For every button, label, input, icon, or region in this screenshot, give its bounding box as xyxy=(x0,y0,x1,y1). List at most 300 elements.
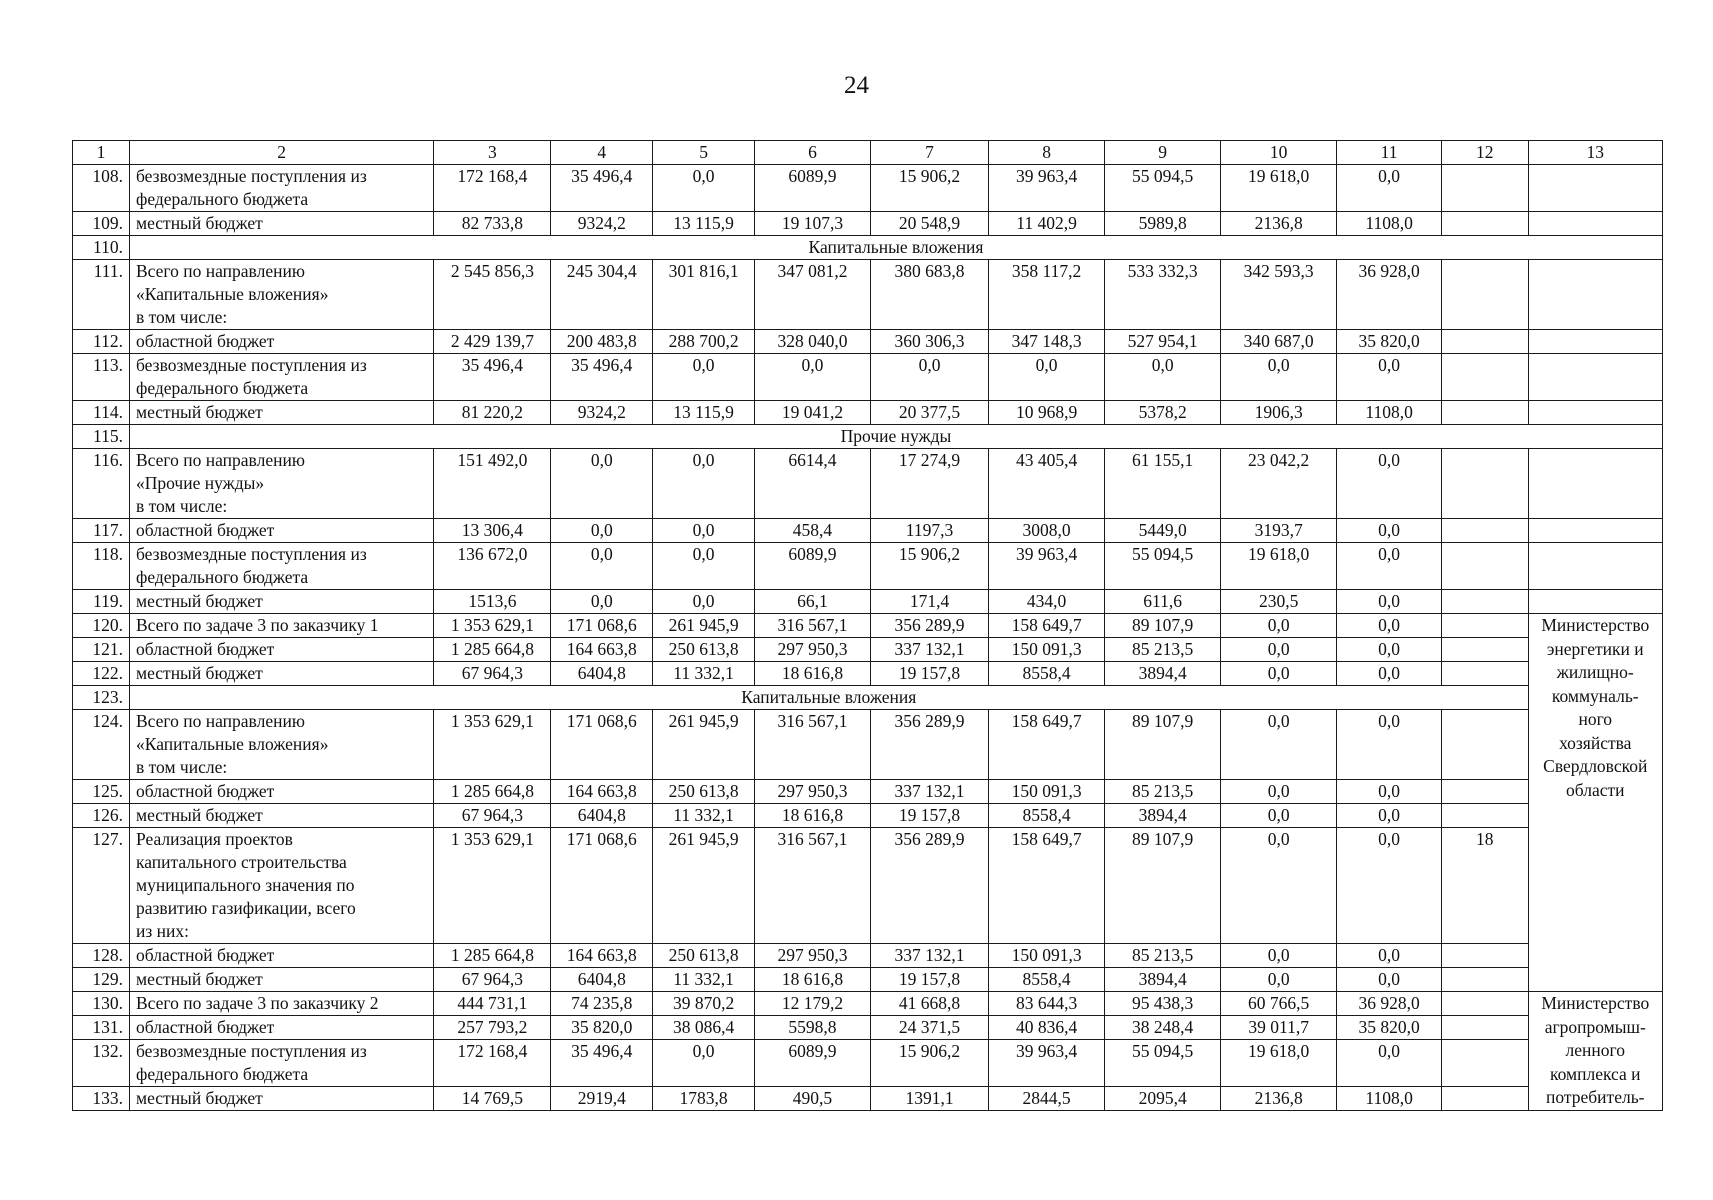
table-row xyxy=(73,804,1663,828)
table-row xyxy=(73,638,1663,662)
row-number: 109. xyxy=(73,212,130,236)
table-row xyxy=(73,590,1663,614)
cell-col-6: 490,5 xyxy=(754,1087,870,1111)
row-label: Всего по направлению «Капитальные вложения» в том числе: xyxy=(130,710,434,780)
cell-col-6: 18 616,8 xyxy=(754,968,870,992)
cell-col-10: 19 618,0 xyxy=(1221,543,1337,590)
table-row xyxy=(73,1040,1663,1087)
table-row xyxy=(73,662,1663,686)
row-number: 114. xyxy=(73,401,130,425)
cell-col-12 xyxy=(1442,212,1529,236)
row-label: областной бюджет xyxy=(130,780,434,804)
cell-col-10: 0,0 xyxy=(1221,614,1337,638)
cell-col-11: 0,0 xyxy=(1337,519,1442,543)
cell-col-13 xyxy=(1528,330,1662,354)
row-label: безвозмездные поступления из федерального бюджета xyxy=(130,165,434,212)
cell-col-7: 380 683,8 xyxy=(871,260,989,330)
cell-col-5: 0,0 xyxy=(653,519,755,543)
cell-col-9: 3894,4 xyxy=(1105,968,1221,992)
cell-col-12 xyxy=(1442,543,1529,590)
cell-col-10: 0,0 xyxy=(1221,710,1337,780)
table-row xyxy=(73,354,1663,401)
cell-col-8: 11 402,9 xyxy=(989,212,1105,236)
cell-col-8: 150 091,3 xyxy=(989,780,1105,804)
table-row xyxy=(73,260,1663,330)
cell-col-3: 1 285 664,8 xyxy=(434,944,551,968)
cell-col-7: 0,0 xyxy=(871,354,989,401)
cell-col-10: 340 687,0 xyxy=(1221,330,1337,354)
cell-col-7: 19 157,8 xyxy=(871,662,989,686)
cell-col-11: 35 820,0 xyxy=(1337,330,1442,354)
cell-col-12 xyxy=(1442,519,1529,543)
cell-col-11: 35 820,0 xyxy=(1337,1016,1442,1040)
cell-col-9: 5989,8 xyxy=(1105,212,1221,236)
cell-col-9: 38 248,4 xyxy=(1105,1016,1221,1040)
cell-col-9: 5449,0 xyxy=(1105,519,1221,543)
cell-col-3: 1 353 629,1 xyxy=(434,710,551,780)
row-number: 133. xyxy=(73,1087,130,1111)
cell-col-8: 150 091,3 xyxy=(989,638,1105,662)
cell-col-11: 0,0 xyxy=(1337,638,1442,662)
cell-col-4: 6404,8 xyxy=(551,804,653,828)
cell-col-11: 1108,0 xyxy=(1337,212,1442,236)
cell-col-3: 35 496,4 xyxy=(434,354,551,401)
cell-col-10: 60 766,5 xyxy=(1221,992,1337,1016)
cell-col-8: 10 968,9 xyxy=(989,401,1105,425)
cell-col-11: 0,0 xyxy=(1337,165,1442,212)
cell-col-4: 35 496,4 xyxy=(551,354,653,401)
cell-col-12 xyxy=(1442,944,1529,968)
cell-col-8: 39 963,4 xyxy=(989,165,1105,212)
cell-col-5: 250 613,8 xyxy=(653,780,755,804)
cell-col-4: 171 068,6 xyxy=(551,614,653,638)
cell-col-9: 2095,4 xyxy=(1105,1087,1221,1111)
cell-col-3: 151 492,0 xyxy=(434,449,551,519)
row-label: безвозмездные поступления из федерального бюджета xyxy=(130,1040,434,1087)
cell-col-7: 360 306,3 xyxy=(871,330,989,354)
cell-col-7: 1197,3 xyxy=(871,519,989,543)
cell-col-13 xyxy=(1528,260,1662,330)
cell-col-11: 0,0 xyxy=(1337,968,1442,992)
cell-col-12 xyxy=(1442,638,1529,662)
row-label: местный бюджет xyxy=(130,662,434,686)
cell-col-11: 0,0 xyxy=(1337,614,1442,638)
cell-col-10: 0,0 xyxy=(1221,780,1337,804)
cell-col-10: 23 042,2 xyxy=(1221,449,1337,519)
cell-col-7: 24 371,5 xyxy=(871,1016,989,1040)
cell-col-5: 301 816,1 xyxy=(653,260,755,330)
cell-col-5: 0,0 xyxy=(653,165,755,212)
cell-col-10: 0,0 xyxy=(1221,944,1337,968)
cell-col-4: 6404,8 xyxy=(551,968,653,992)
page-number: 24 xyxy=(844,72,869,99)
table-row xyxy=(73,780,1663,804)
cell-col-7: 15 906,2 xyxy=(871,543,989,590)
row-label: безвозмездные поступления из федерального бюджета xyxy=(130,354,434,401)
cell-col-6: 328 040,0 xyxy=(754,330,870,354)
cell-col-5: 13 115,9 xyxy=(653,212,755,236)
cell-col-4: 0,0 xyxy=(551,543,653,590)
cell-col-12 xyxy=(1442,590,1529,614)
table-row xyxy=(73,330,1663,354)
column-header-1: 1 xyxy=(73,141,130,165)
cell-col-6: 6089,9 xyxy=(754,1040,870,1087)
cell-col-5: 0,0 xyxy=(653,449,755,519)
cell-col-6: 19 041,2 xyxy=(754,401,870,425)
cell-col-5: 261 945,9 xyxy=(653,614,755,638)
cell-col-3: 1513,6 xyxy=(434,590,551,614)
cell-col-6: 6614,4 xyxy=(754,449,870,519)
cell-col-4: 0,0 xyxy=(551,519,653,543)
cell-col-10: 19 618,0 xyxy=(1221,165,1337,212)
cell-col-3: 2 429 139,7 xyxy=(434,330,551,354)
cell-col-3: 1 285 664,8 xyxy=(434,780,551,804)
cell-col-7: 15 906,2 xyxy=(871,1040,989,1087)
cell-col-5: 250 613,8 xyxy=(653,638,755,662)
cell-col-8: 43 405,4 xyxy=(989,449,1105,519)
cell-col-4: 9324,2 xyxy=(551,212,653,236)
cell-col-4: 74 235,8 xyxy=(551,992,653,1016)
cell-col-7: 1391,1 xyxy=(871,1087,989,1111)
cell-col-3: 67 964,3 xyxy=(434,662,551,686)
row-label: местный бюджет xyxy=(130,968,434,992)
cell-col-13 xyxy=(1528,543,1662,590)
cell-col-4: 2919,4 xyxy=(551,1087,653,1111)
cell-col-5: 39 870,2 xyxy=(653,992,755,1016)
cell-col-11: 0,0 xyxy=(1337,543,1442,590)
row-number: 112. xyxy=(73,330,130,354)
cell-col-9: 55 094,5 xyxy=(1105,1040,1221,1087)
cell-col-3: 1 353 629,1 xyxy=(434,614,551,638)
row-number: 116. xyxy=(73,449,130,519)
column-header-7: 7 xyxy=(871,141,989,165)
cell-col-3: 14 769,5 xyxy=(434,1087,551,1111)
cell-col-13 xyxy=(1528,165,1662,212)
cell-col-12 xyxy=(1442,804,1529,828)
cell-col-5: 38 086,4 xyxy=(653,1016,755,1040)
cell-col-5: 261 945,9 xyxy=(653,710,755,780)
cell-col-3: 172 168,4 xyxy=(434,1040,551,1087)
cell-col-4: 245 304,4 xyxy=(551,260,653,330)
cell-col-3: 172 168,4 xyxy=(434,165,551,212)
row-number: 120. xyxy=(73,614,130,638)
cell-col-4: 164 663,8 xyxy=(551,638,653,662)
cell-col-7: 171,4 xyxy=(871,590,989,614)
cell-col-8: 150 091,3 xyxy=(989,944,1105,968)
cell-col-6: 6089,9 xyxy=(754,543,870,590)
cell-col-3: 2 545 856,3 xyxy=(434,260,551,330)
cell-col-9: 95 438,3 xyxy=(1105,992,1221,1016)
cell-col-11: 0,0 xyxy=(1337,354,1442,401)
cell-col-11: 0,0 xyxy=(1337,804,1442,828)
cell-col-6: 458,4 xyxy=(754,519,870,543)
section-row xyxy=(73,236,1663,260)
cell-col-8: 40 836,4 xyxy=(989,1016,1105,1040)
cell-col-3: 1 285 664,8 xyxy=(434,638,551,662)
cell-col-6: 297 950,3 xyxy=(754,638,870,662)
row-number: 115. xyxy=(73,425,130,449)
cell-col-13 xyxy=(1528,212,1662,236)
row-number: 131. xyxy=(73,1016,130,1040)
row-number: 113. xyxy=(73,354,130,401)
cell-col-5: 1783,8 xyxy=(653,1087,755,1111)
cell-col-8: 39 963,4 xyxy=(989,1040,1105,1087)
cell-col-11: 36 928,0 xyxy=(1337,992,1442,1016)
cell-col-3: 82 733,8 xyxy=(434,212,551,236)
cell-col-10: 3193,7 xyxy=(1221,519,1337,543)
cell-col-13 xyxy=(1528,354,1662,401)
cell-col-9: 5378,2 xyxy=(1105,401,1221,425)
row-label: Реализация проектов капитального строительства муниципального значения по развитию газификации, всего из них: xyxy=(130,828,434,944)
cell-col-12 xyxy=(1442,1040,1529,1087)
cell-col-11: 0,0 xyxy=(1337,828,1442,944)
cell-col-12 xyxy=(1442,1087,1529,1111)
cell-col-11: 0,0 xyxy=(1337,780,1442,804)
cell-col-10: 1906,3 xyxy=(1221,401,1337,425)
table-row xyxy=(73,992,1663,1016)
cell-col-5: 288 700,2 xyxy=(653,330,755,354)
cell-col-7: 356 289,9 xyxy=(871,710,989,780)
table-row xyxy=(73,1016,1663,1040)
cell-col-5: 0,0 xyxy=(653,354,755,401)
section-title: Капитальные вложения xyxy=(130,686,1529,710)
cell-col-8: 8558,4 xyxy=(989,662,1105,686)
cell-col-7: 15 906,2 xyxy=(871,165,989,212)
row-number: 129. xyxy=(73,968,130,992)
column-header-4: 4 xyxy=(551,141,653,165)
cell-col-6: 316 567,1 xyxy=(754,828,870,944)
row-number: 108. xyxy=(73,165,130,212)
row-label: Всего по задаче 3 по заказчику 2 xyxy=(130,992,434,1016)
cell-col-3: 67 964,3 xyxy=(434,804,551,828)
cell-col-4: 35 496,4 xyxy=(551,1040,653,1087)
row-label: областной бюджет xyxy=(130,330,434,354)
row-number: 132. xyxy=(73,1040,130,1087)
cell-col-6: 6089,9 xyxy=(754,165,870,212)
cell-col-10: 19 618,0 xyxy=(1221,1040,1337,1087)
column-header-6: 6 xyxy=(754,141,870,165)
table-row xyxy=(73,401,1663,425)
cell-col-9: 55 094,5 xyxy=(1105,543,1221,590)
cell-col-7: 19 157,8 xyxy=(871,968,989,992)
row-label: местный бюджет xyxy=(130,212,434,236)
cell-col-7: 20 377,5 xyxy=(871,401,989,425)
column-header-5: 5 xyxy=(653,141,755,165)
cell-col-9: 61 155,1 xyxy=(1105,449,1221,519)
table-row xyxy=(73,828,1663,944)
cell-col-11: 36 928,0 xyxy=(1337,260,1442,330)
cell-col-8: 8558,4 xyxy=(989,804,1105,828)
cell-col-8: 8558,4 xyxy=(989,968,1105,992)
table-row xyxy=(73,519,1663,543)
cell-col-9: 85 213,5 xyxy=(1105,780,1221,804)
row-number: 110. xyxy=(73,236,130,260)
row-label: местный бюджет xyxy=(130,1087,434,1111)
cell-col-8: 158 649,7 xyxy=(989,828,1105,944)
cell-col-8: 347 148,3 xyxy=(989,330,1105,354)
cell-col-11: 1108,0 xyxy=(1337,401,1442,425)
cell-col-5: 261 945,9 xyxy=(653,828,755,944)
cell-col-7: 337 132,1 xyxy=(871,638,989,662)
cell-col-7: 356 289,9 xyxy=(871,828,989,944)
responsible-executor: Министерство энергетики и жилищно- коммуналь- ного хозяйства Свердловской области xyxy=(1528,614,1662,992)
cell-col-9: 533 332,3 xyxy=(1105,260,1221,330)
cell-col-11: 0,0 xyxy=(1337,944,1442,968)
column-header-13: 13 xyxy=(1528,141,1662,165)
cell-col-12 xyxy=(1442,992,1529,1016)
row-number: 128. xyxy=(73,944,130,968)
column-header-8: 8 xyxy=(989,141,1105,165)
cell-col-10: 0,0 xyxy=(1221,804,1337,828)
cell-col-6: 18 616,8 xyxy=(754,662,870,686)
cell-col-8: 3008,0 xyxy=(989,519,1105,543)
cell-col-4: 200 483,8 xyxy=(551,330,653,354)
cell-col-11: 0,0 xyxy=(1337,449,1442,519)
table-row xyxy=(73,710,1663,780)
cell-col-6: 5598,8 xyxy=(754,1016,870,1040)
cell-col-9: 85 213,5 xyxy=(1105,944,1221,968)
table-row xyxy=(73,449,1663,519)
cell-col-5: 11 332,1 xyxy=(653,968,755,992)
cell-col-4: 0,0 xyxy=(551,590,653,614)
cell-col-12: 18 xyxy=(1442,828,1529,944)
cell-col-12 xyxy=(1442,354,1529,401)
section-title: Капитальные вложения xyxy=(130,236,1663,260)
cell-col-11: 1108,0 xyxy=(1337,1087,1442,1111)
cell-col-6: 19 107,3 xyxy=(754,212,870,236)
table-header-row xyxy=(73,141,1663,165)
cell-col-3: 136 672,0 xyxy=(434,543,551,590)
cell-col-13 xyxy=(1528,449,1662,519)
cell-col-11: 0,0 xyxy=(1337,1040,1442,1087)
column-header-12: 12 xyxy=(1442,141,1529,165)
cell-col-7: 337 132,1 xyxy=(871,944,989,968)
cell-col-6: 0,0 xyxy=(754,354,870,401)
row-label: местный бюджет xyxy=(130,804,434,828)
cell-col-6: 66,1 xyxy=(754,590,870,614)
cell-col-7: 19 157,8 xyxy=(871,804,989,828)
section-title: Прочие нужды xyxy=(130,425,1663,449)
cell-col-12 xyxy=(1442,710,1529,780)
cell-col-10: 0,0 xyxy=(1221,968,1337,992)
cell-col-7: 356 289,9 xyxy=(871,614,989,638)
row-label: местный бюджет xyxy=(130,590,434,614)
cell-col-11: 0,0 xyxy=(1337,590,1442,614)
cell-col-5: 0,0 xyxy=(653,590,755,614)
cell-col-6: 316 567,1 xyxy=(754,614,870,638)
cell-col-9: 0,0 xyxy=(1105,354,1221,401)
row-number: 124. xyxy=(73,710,130,780)
column-header-10: 10 xyxy=(1221,141,1337,165)
cell-col-8: 83 644,3 xyxy=(989,992,1105,1016)
table-row xyxy=(73,165,1663,212)
cell-col-10: 0,0 xyxy=(1221,828,1337,944)
cell-col-4: 171 068,6 xyxy=(551,828,653,944)
row-label: местный бюджет xyxy=(130,401,434,425)
row-number: 130. xyxy=(73,992,130,1016)
cell-col-8: 434,0 xyxy=(989,590,1105,614)
row-number: 126. xyxy=(73,804,130,828)
responsible-executor: Министерство агропромыш- ленного комплекса и потребитель- xyxy=(1528,992,1662,1111)
cell-col-12 xyxy=(1442,401,1529,425)
cell-col-6: 316 567,1 xyxy=(754,710,870,780)
cell-col-5: 11 332,1 xyxy=(653,662,755,686)
table-row xyxy=(73,212,1663,236)
cell-col-4: 6404,8 xyxy=(551,662,653,686)
row-number: 125. xyxy=(73,780,130,804)
section-row xyxy=(73,686,1663,710)
cell-col-12 xyxy=(1442,780,1529,804)
row-number: 123. xyxy=(73,686,130,710)
row-number: 119. xyxy=(73,590,130,614)
cell-col-3: 257 793,2 xyxy=(434,1016,551,1040)
cell-col-8: 158 649,7 xyxy=(989,710,1105,780)
cell-col-7: 337 132,1 xyxy=(871,780,989,804)
cell-col-3: 444 731,1 xyxy=(434,992,551,1016)
row-label: областной бюджет xyxy=(130,1016,434,1040)
cell-col-8: 2844,5 xyxy=(989,1087,1105,1111)
cell-col-7: 41 668,8 xyxy=(871,992,989,1016)
table-row xyxy=(73,1087,1663,1111)
table-row xyxy=(73,968,1663,992)
cell-col-5: 0,0 xyxy=(653,543,755,590)
cell-col-11: 0,0 xyxy=(1337,710,1442,780)
row-number: 111. xyxy=(73,260,130,330)
cell-col-6: 12 179,2 xyxy=(754,992,870,1016)
cell-col-3: 81 220,2 xyxy=(434,401,551,425)
cell-col-4: 171 068,6 xyxy=(551,710,653,780)
cell-col-10: 0,0 xyxy=(1221,662,1337,686)
cell-col-13 xyxy=(1528,519,1662,543)
cell-col-12 xyxy=(1442,330,1529,354)
cell-col-9: 89 107,9 xyxy=(1105,828,1221,944)
row-label: безвозмездные поступления из федерального бюджета xyxy=(130,543,434,590)
cell-col-4: 9324,2 xyxy=(551,401,653,425)
cell-col-12 xyxy=(1442,662,1529,686)
cell-col-9: 89 107,9 xyxy=(1105,710,1221,780)
cell-col-4: 35 820,0 xyxy=(551,1016,653,1040)
cell-col-8: 39 963,4 xyxy=(989,543,1105,590)
cell-col-10: 230,5 xyxy=(1221,590,1337,614)
table-row xyxy=(73,614,1663,638)
cell-col-4: 164 663,8 xyxy=(551,944,653,968)
cell-col-12 xyxy=(1442,968,1529,992)
table-row xyxy=(73,543,1663,590)
cell-col-8: 158 649,7 xyxy=(989,614,1105,638)
cell-col-10: 39 011,7 xyxy=(1221,1016,1337,1040)
cell-col-12 xyxy=(1442,165,1529,212)
cell-col-3: 1 353 629,1 xyxy=(434,828,551,944)
cell-col-9: 611,6 xyxy=(1105,590,1221,614)
cell-col-6: 297 950,3 xyxy=(754,780,870,804)
cell-col-4: 35 496,4 xyxy=(551,165,653,212)
row-label: Всего по направлению «Капитальные вложения» в том числе: xyxy=(130,260,434,330)
cell-col-10: 0,0 xyxy=(1221,638,1337,662)
cell-col-9: 85 213,5 xyxy=(1105,638,1221,662)
row-label: областной бюджет xyxy=(130,638,434,662)
column-header-9: 9 xyxy=(1105,141,1221,165)
cell-col-5: 11 332,1 xyxy=(653,804,755,828)
cell-col-13 xyxy=(1528,401,1662,425)
row-number: 121. xyxy=(73,638,130,662)
cell-col-11: 0,0 xyxy=(1337,662,1442,686)
row-number: 117. xyxy=(73,519,130,543)
cell-col-3: 67 964,3 xyxy=(434,968,551,992)
row-label: Всего по направлению «Прочие нужды» в том числе: xyxy=(130,449,434,519)
cell-col-4: 0,0 xyxy=(551,449,653,519)
cell-col-6: 347 081,2 xyxy=(754,260,870,330)
column-header-11: 11 xyxy=(1337,141,1442,165)
